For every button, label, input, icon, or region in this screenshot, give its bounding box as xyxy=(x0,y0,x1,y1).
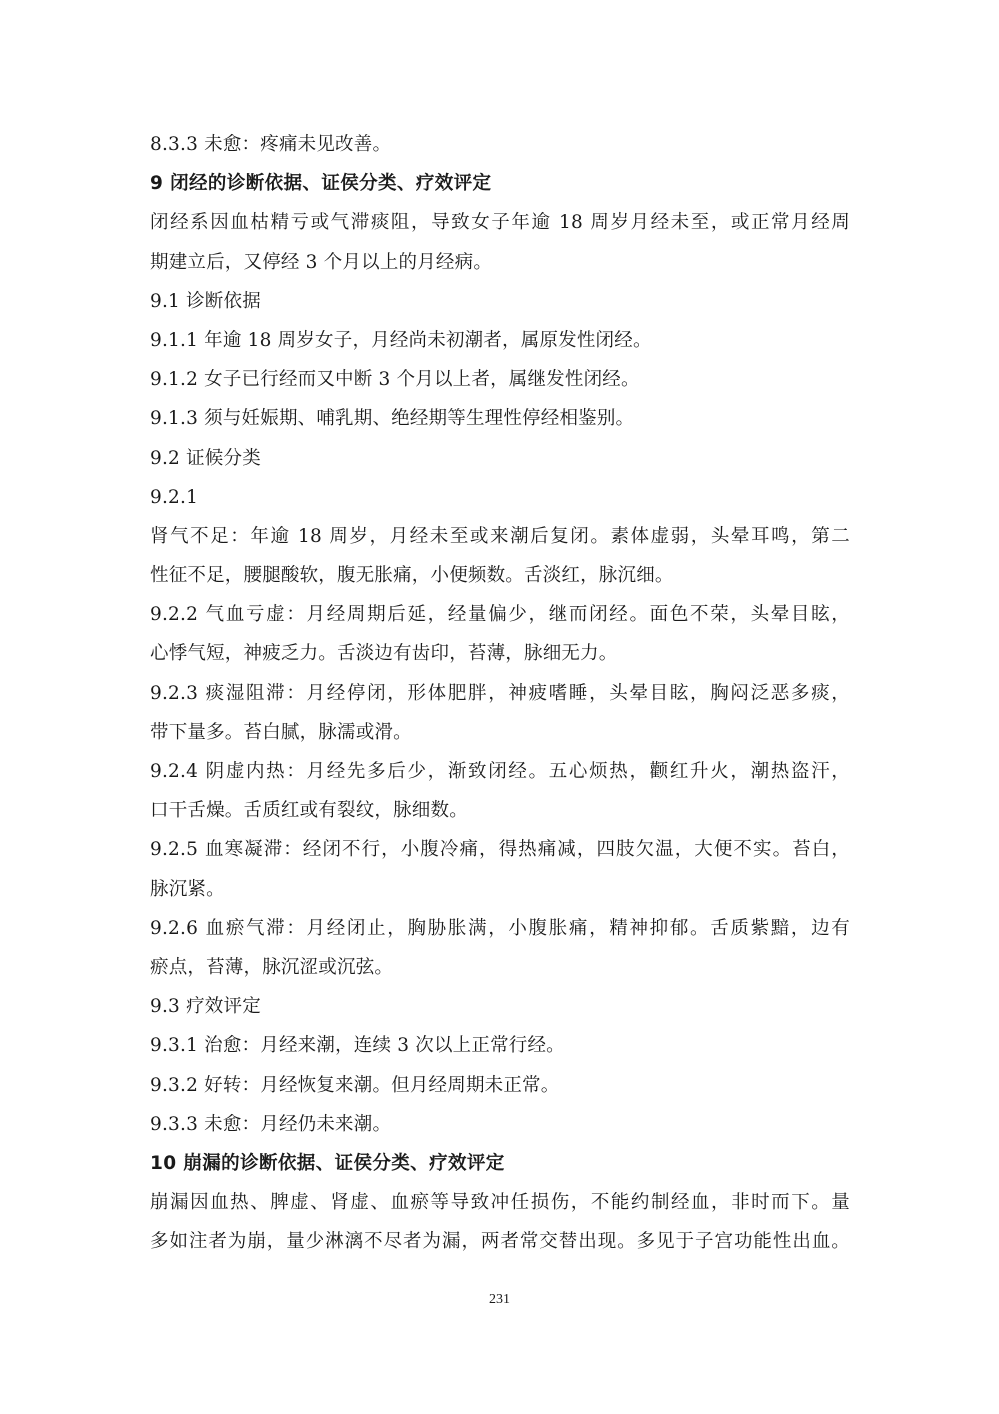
metrorrhagia-definition-line-1: 崩漏因血热、脾虚、肾虚、血瘀等导致冲任损伤，不能约制经血，非时而下。量 xyxy=(150,1192,850,1214)
section-9-3-heading: 9.3 疗效评定 xyxy=(150,996,261,1018)
section-9-2-1-line-2: 性征不足，腰腿酸软，腹无胀痛，小便频数。舌淡红，脉沉细。 xyxy=(150,565,674,587)
metrorrhagia-definition-line-2: 多如注者为崩，量少淋漓不尽者为漏，两者常交替出现。多见于子宫功能性出血。 xyxy=(150,1231,850,1253)
section-9-2-5-line-2: 脉沉紧。 xyxy=(150,878,225,900)
section-9-2-1-number: 9.2.1 xyxy=(150,486,199,508)
section-9-2-4-line-1: 9.2.4 阴虚内热：月经先多后少，渐致闭经。五心烦热，颧红升火，潮热盗汗， xyxy=(150,761,850,782)
section-9-2-4-line-2: 口干舌燥。舌质红或有裂纹，脉细数。 xyxy=(150,800,468,822)
section-9-2-2-line-2: 心悸气短，神疲乏力。舌淡边有齿印，苔薄，脉细无力。 xyxy=(150,643,618,665)
document-body xyxy=(150,125,850,1261)
section-9-3-1-line: 9.3.1 治愈：月经来潮，连续 3 次以上正常行经。 xyxy=(150,1035,565,1057)
section-9-2-6-line-2: 瘀点，苔薄，脉沉涩或沉弦。 xyxy=(150,956,394,978)
section-9-2-5-line-1: 9.2.5 血寒凝滞：经闭不行，小腹冷痛，得热痛减，四肢欠温，大便不实。苔白， xyxy=(150,839,850,861)
section-9-1-heading: 9.1 诊断依据 xyxy=(150,290,261,312)
section-9-2-1-line-1: 肾气不足：年逾 18 周岁，月经未至或来潮后复闭。素体虚弱，头晕耳鸣，第二 xyxy=(150,525,850,547)
section-9-heading: 9 闭经的诊断依据、证侯分类、疗效评定 xyxy=(150,173,492,195)
page-number: 231 xyxy=(489,1292,510,1307)
section-9-3-3-line: 9.3.3 未愈：月经仍未来潮。 xyxy=(150,1113,392,1135)
section-9-2-3-line-1: 9.2.3 痰湿阻滞：月经停闭，形体肥胖，神疲嗜睡，头晕目眩，胸闷泛恶多痰， xyxy=(150,682,850,704)
section-8-3-3-line: 8.3.3 未愈：疼痛未见改善。 xyxy=(150,134,392,155)
section-9-2-3-line-2: 带下量多。苔白腻，脉濡或滑。 xyxy=(150,721,412,743)
amenorrhea-definition-line-2: 期建立后，又停经 3 个月以上的月经病。 xyxy=(150,251,493,273)
section-9-1-3-line: 9.1.3 须与妊娠期、哺乳期、绝经期等生理性停经相鉴别。 xyxy=(150,408,635,430)
section-9-2-heading: 9.2 证候分类 xyxy=(150,447,261,469)
section-9-1-2-line: 9.1.2 女子已行经而又中断 3 个月以上者，属继发性闭经。 xyxy=(150,369,640,391)
section-10-heading: 10 崩漏的诊断依据、证侯分类、疗效评定 xyxy=(150,1152,505,1174)
amenorrhea-definition-line-1: 闭经系因血枯精亏或气滞痰阻，导致女子年逾 18 周岁月经未至，或正常月经周 xyxy=(150,212,850,234)
section-9-2-2-line-1: 9.2.2 气血亏虚：月经周期后延，经量偏少，继而闭经。面色不荣，头晕目眩， xyxy=(150,604,850,626)
section-9-3-2-line: 9.3.2 好转：月经恢复来潮。但月经周期未正常。 xyxy=(150,1074,560,1096)
section-9-2-6-line-1: 9.2.6 血瘀气滞：月经闭止，胸胁胀满，小腹胀痛，精神抑郁。舌质紫黯，边有 xyxy=(150,917,850,939)
section-9-1-1-line: 9.1.1 年逾 18 周岁女子，月经尚未初潮者，属原发性闭经。 xyxy=(150,329,652,351)
